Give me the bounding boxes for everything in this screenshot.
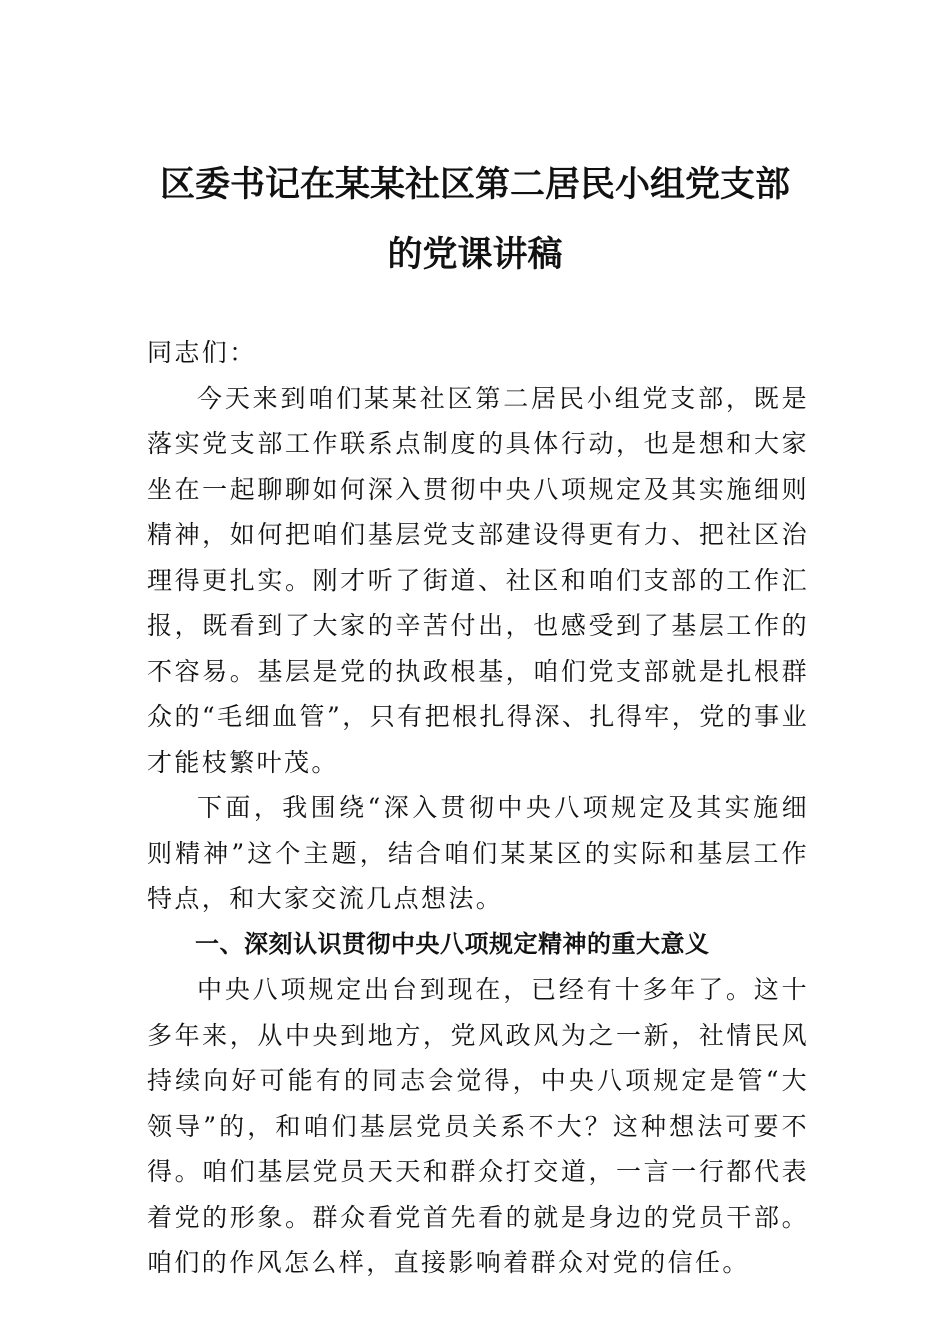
salutation: 同志们：	[147, 338, 257, 367]
title-line-1: 区委书记在某某社区第二居民小组党支部	[159, 165, 790, 205]
document-body	[147, 330, 809, 1286]
paragraph-topic: 下面，我围绕“深入贯彻中央八项规定及其实施细则精神”这个主题，结合咱们某某区的实际和基层工作特点，和大家交流几点想法。	[147, 793, 809, 913]
document-title	[100, 150, 850, 290]
section-heading-1: 一、深刻认识贯彻中央八项规定精神的重大意义	[195, 929, 710, 958]
paragraph-section-1: 中央八项规定出台到现在，已经有十多年了。这十多年来，从中央到地方，党风政风为之一新，社情民风持续向好可能有的同志会觉得，中央八项规定是管“大领导”的，和咱们基层党员关系不大？这种想法可要不得。咱们基层党员天天和群众打交道，一言一行都代表着党的形象。群众看党首先看的就是身边的党员干部。咱们的作风怎么样，直接影响着群众对党的信任。	[147, 975, 809, 1277]
paragraph-intro: 今天来到咱们某某社区第二居民小组党支部，既是落实党支部工作联系点制度的具体行动，也是想和大家坐在一起聊聊如何深入贯彻中央八项规定及其实施细则精神，如何把咱们基层党支部建设得更有力、把社区治理得更扎实。刚才听了街道、社区和咱们支部的工作汇报，既看到了大家的辛苦付出，也感受到了基层工作的不容易。基层是党的执政根基，咱们党支部就是扎根群众的“毛细血管”，只有把根扎得深、扎得牢，党的事业才能枝繁叶茂。	[147, 383, 809, 777]
title-line-2: 的党课讲稿	[387, 235, 563, 275]
